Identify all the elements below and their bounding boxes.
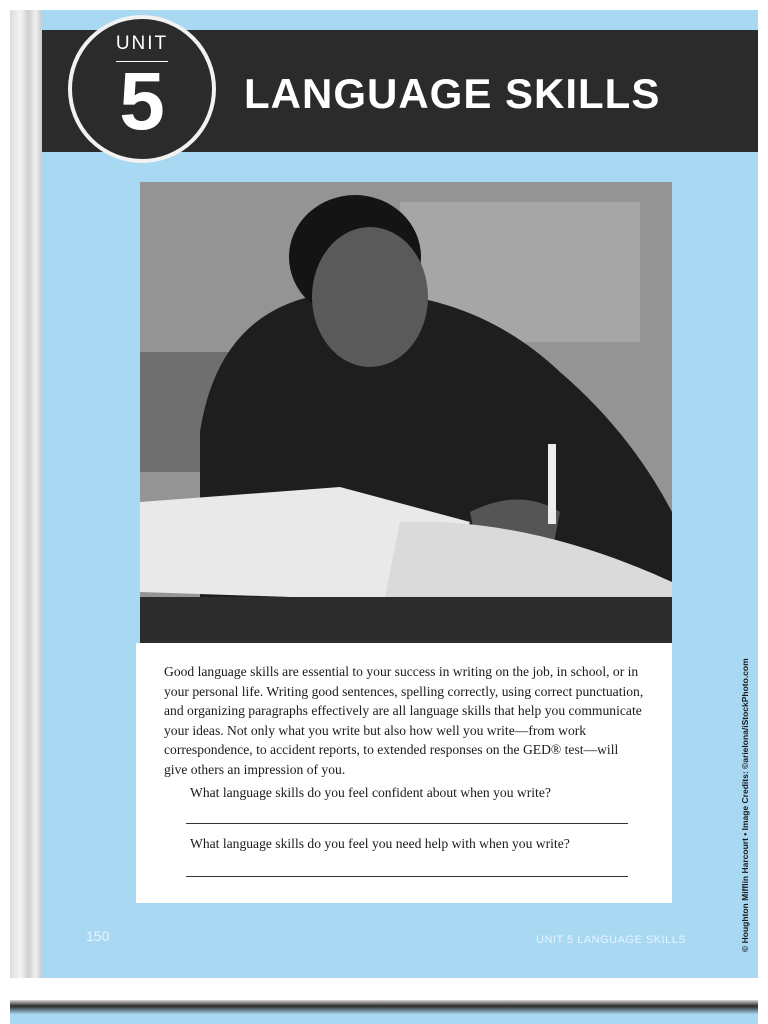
page-edge-stack [10, 10, 45, 978]
answer-line-1[interactable] [186, 823, 628, 824]
intro-paragraph: Good language skills are essential to your success in writing on the job, in school, or in your personal life. Writing good sentences, spelling correctly, using correct punctuation, and organizing paragraphs effectively are all language skills that help you communicate your ideas. Not only what you write but also how well you write—from work correspondence, to accident reports, to extended responses on the GED® test—will give others an impression of you. [164, 664, 644, 777]
unit-title: LANGUAGE SKILLS [244, 70, 661, 117]
page-number: 150 [86, 928, 110, 944]
unit-badge [68, 15, 216, 163]
answer-line-2[interactable] [186, 876, 628, 877]
image-credit: © Houghton Mifflin Harcourt • Image Credits: ©arielona/iStockPhoto.com [740, 658, 750, 952]
student-writing-photo [140, 182, 672, 643]
question-2: What language skills do you feel you need help with when you write? [190, 836, 570, 851]
running-footer: UNIT 5 LANGUAGE SKILLS [536, 934, 687, 946]
unit-number: 5 [119, 56, 165, 147]
question-1: What language skills do you feel confident about when you write? [190, 785, 551, 800]
unit-label: UNIT [115, 33, 169, 54]
next-page-edge [10, 1000, 758, 1024]
